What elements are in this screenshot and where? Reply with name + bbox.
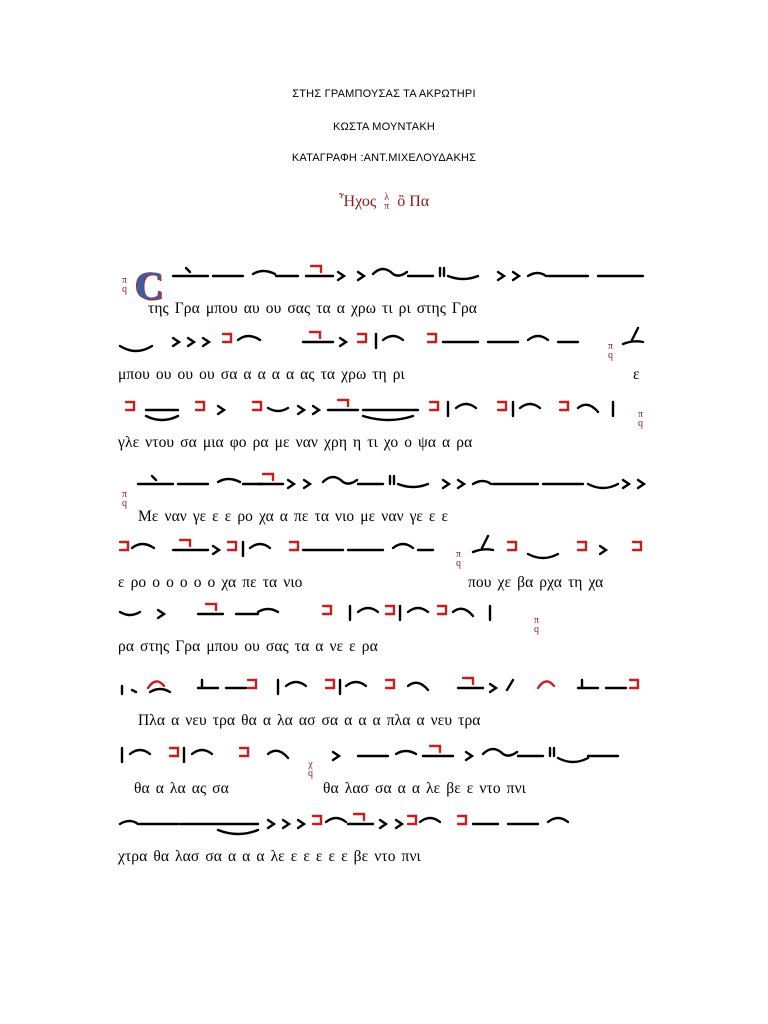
martyria-top: π xyxy=(456,549,462,560)
music-line-2 xyxy=(118,328,648,390)
music-line-3 xyxy=(118,396,648,458)
martyria-top: π xyxy=(638,409,644,420)
lyric-line-6: ρα στης Γρα μπου ου σας τα α νε ε ρα xyxy=(118,638,378,655)
martyria-bottom: q xyxy=(608,350,614,361)
transcription-credit: ΚΑΤΑΓΡΑΦΗ :ΑΝΤ.ΜΙΧΕΛΟΥΔΑΚΗΣ xyxy=(291,152,477,164)
music-line-4 xyxy=(118,470,648,532)
lyric-line-2: μπου ου ου ου σα α α α α ας τα χρω τη ρι xyxy=(118,366,405,383)
martyria-top: π xyxy=(534,615,540,626)
lyric-line-7: Πλα α νευ τρα θα α λα ασ σα α α α πλα α νευ τρα xyxy=(138,712,481,729)
martyria-chi xyxy=(308,760,313,778)
neume-row-5 xyxy=(118,536,648,576)
lyric-line-3: γλε ντου σα μια φο ρα με ναν χρη η τι χο ο ψα α ρα xyxy=(118,434,473,451)
neume-row-6 xyxy=(118,600,648,640)
lyric-line-1: της Γρα μπου αυ ου σας τα α χρω τι ρι στης Γρα xyxy=(148,300,478,317)
music-line-7 xyxy=(118,674,648,736)
echos-sign-top: λ xyxy=(384,192,390,204)
music-line-9 xyxy=(118,810,648,872)
neume-row-9 xyxy=(118,810,648,850)
martyria-pa xyxy=(608,342,613,360)
martyria-bottom: q xyxy=(534,624,540,635)
martyria-bottom: q xyxy=(638,418,644,429)
neume-row-8 xyxy=(118,742,648,782)
martyria-top: χ xyxy=(308,759,313,770)
lyric-line-4: Με ναν γε ε ε ρο χα α πε τα νιο με ναν γε ε ε xyxy=(138,508,449,525)
music-line-1 xyxy=(118,262,648,324)
neume-row-1 xyxy=(118,262,648,302)
martyria-bottom: q xyxy=(308,768,313,779)
echos-label: Ἦχος xyxy=(338,193,377,210)
lyric-line-5-end: που χε βα ρχα τη χα xyxy=(468,574,604,591)
martyria-bottom: q xyxy=(456,558,462,569)
neume-row-2 xyxy=(118,328,648,368)
echos-signature xyxy=(0,193,768,211)
lyric-line-2-end: ε xyxy=(633,366,640,383)
music-line-8 xyxy=(118,742,648,804)
lyric-line-8-end: θα λασ σα α α λε βε ε ντο πνι xyxy=(323,780,526,797)
martyria-top: π xyxy=(608,341,614,352)
lyric-line-5: ε ρο ο ο ο ο ο χα πε τα νιο xyxy=(118,574,303,591)
martyria-pa xyxy=(456,550,461,568)
neume-row-4 xyxy=(118,470,648,510)
neume-row-7 xyxy=(118,674,648,714)
lyric-line-9: χτρα θα λασ σα α α α λε ε ε ε ε ε βε ντο πνι xyxy=(118,848,421,865)
composer: ΚΩΣΤΑ ΜΟΥΝΤΑΚΗ xyxy=(332,121,435,133)
music-line-5 xyxy=(118,536,648,598)
echos-mode-sign: ὂ xyxy=(397,193,406,210)
echos-fraction xyxy=(384,193,389,211)
neume-row-3 xyxy=(118,396,648,436)
martyria-top: π xyxy=(122,489,128,500)
lyric-line-8: θα α λα ας σα xyxy=(134,780,229,797)
martyria-bottom: q xyxy=(122,284,128,295)
song-title: ΣΤΗΣ ΓΡΑΜΠΟΥΣΑΣ ΤΑ ΑΚΡΩΤΗΡΙ xyxy=(292,88,476,100)
initial-letter: C xyxy=(135,263,164,308)
martyria-pa xyxy=(122,490,127,508)
martyria-pa xyxy=(638,410,643,428)
echos-sign-bottom: π xyxy=(384,201,390,213)
echos-note: Πα xyxy=(409,193,430,210)
martyria-bottom: q xyxy=(122,498,128,509)
music-line-6 xyxy=(118,600,648,662)
martyria-pa xyxy=(534,616,539,634)
martyria-top: π xyxy=(122,275,128,286)
